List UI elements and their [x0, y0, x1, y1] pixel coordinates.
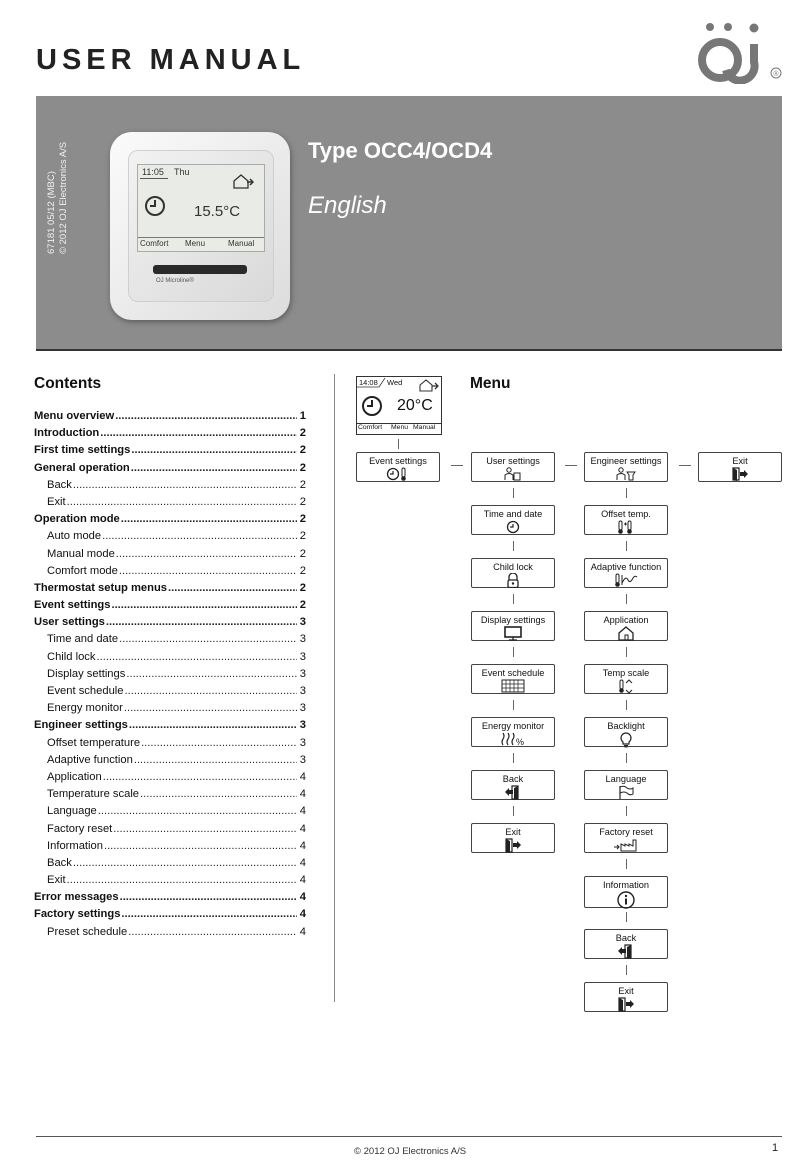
toc-entry: [34, 582, 306, 599]
toc-entry-label: Child lock: [47, 650, 96, 663]
toc-entry-page: 3: [299, 736, 306, 749]
page-title: USER MANUAL: [36, 44, 306, 76]
toc-entry: [34, 685, 306, 702]
toc-entry-page: 3: [299, 650, 306, 663]
connector: [626, 541, 627, 551]
clock-icon: [472, 520, 554, 534]
toc-entry: [34, 737, 306, 754]
toc-entry-page: 4: [299, 908, 306, 921]
toc-entry-label: Factory reset: [47, 822, 113, 835]
menu-box-label: Exit: [732, 456, 748, 466]
toc-entry-label: Preset schedule: [47, 925, 128, 938]
product-language: English: [308, 192, 387, 219]
toc-entry: [34, 719, 306, 736]
toc-entry-page: 2: [299, 564, 306, 577]
toc-entry-label: Error messages: [34, 891, 119, 904]
heat-percent-icon: [472, 732, 554, 746]
adaptive-icon: [585, 573, 667, 588]
toc-entry-label: Comfort mode: [47, 564, 118, 577]
device-softkey-comfort: Comfort: [140, 239, 169, 248]
menu-box-event-settings: [356, 452, 440, 482]
menu-box-label: Engineer settings: [590, 456, 662, 466]
toc-entry-label: Time and date: [47, 633, 119, 646]
menu-box-exit: [698, 452, 782, 482]
menu-box: [584, 823, 668, 853]
toc-entry-page: 1: [299, 410, 306, 422]
toc-entry-page: 4: [299, 788, 306, 801]
connector: [513, 594, 514, 604]
menu-box-label: Offset temp.: [601, 509, 651, 519]
toc-entry-label: Display settings: [47, 667, 126, 680]
temp-scale-icon: [585, 679, 667, 694]
menu-box-label: Information: [603, 880, 649, 890]
toc-entry: [34, 427, 306, 444]
connector: [513, 647, 514, 657]
toc-entry-label: Thermostat setup menus: [34, 581, 168, 594]
lock-icon: [472, 573, 554, 588]
connector: [626, 700, 627, 710]
toc-entry-label: User settings: [34, 616, 105, 629]
toc-entry: [34, 530, 306, 547]
info-icon: [585, 891, 667, 909]
connector: [626, 594, 627, 604]
toc-entry-label: Exit: [47, 874, 66, 887]
toc-entry: [34, 771, 306, 788]
toc-entry-page: 4: [299, 839, 306, 852]
toc-entry: [34, 444, 306, 461]
connector: [626, 488, 627, 498]
page-number: 1: [772, 1142, 779, 1154]
toc-entry: [34, 462, 306, 479]
toc-entry-page: 2: [299, 427, 306, 440]
toc-entry-page: 2: [299, 530, 306, 543]
toc-entry-page: 2: [299, 461, 306, 474]
menu-box-engineer-settings: [584, 452, 668, 482]
menu-box: [584, 929, 668, 959]
footer-copyright: © 2012 OJ Electronics A/S: [354, 1146, 467, 1157]
side-copyright: © 2012 OJ Electronics A/S: [58, 141, 69, 254]
toc-entry-page: 4: [299, 874, 306, 887]
menu-box: [471, 558, 555, 588]
lcd-time: 14:08: [359, 378, 378, 387]
lcd-softkey-comfort: Comfort: [358, 424, 383, 431]
device-time: 11:05: [142, 167, 164, 177]
menu-box-label: Event schedule: [481, 668, 545, 678]
toc-entry-page: 4: [299, 891, 306, 904]
toc-entry-label: Manual mode: [47, 547, 115, 560]
toc-entry-label: Information: [47, 839, 103, 852]
flag-icon: [585, 785, 667, 800]
menu-box: [584, 982, 668, 1012]
menu-box: [584, 876, 668, 908]
toc-entry-label: Language: [47, 805, 97, 818]
lcd-softkey-menu: Menu: [391, 424, 409, 431]
toc-entry-page: 4: [299, 805, 306, 818]
toc-entry-label: Adaptive function: [47, 753, 133, 766]
toc-entry: [34, 788, 306, 805]
toc-entry: [34, 908, 306, 925]
toc-entry-page: 4: [299, 925, 306, 938]
toc-entry: [34, 874, 306, 891]
toc-entry: [34, 479, 306, 496]
toc-entry-label: Event schedule: [47, 685, 124, 697]
toc-entry: [34, 513, 306, 530]
toc-entry-label: Engineer settings: [34, 719, 128, 732]
device-day: Thu: [174, 167, 190, 177]
toc-entry-label: Event settings: [34, 599, 111, 612]
bulb-icon: [585, 732, 667, 748]
footer-rule: [36, 1136, 782, 1137]
toc-entry-label: Operation mode: [34, 513, 120, 526]
toc-entry: [34, 633, 306, 650]
menu-box-label: Temp scale: [602, 668, 650, 678]
toc-entry-label: Energy monitor: [47, 702, 123, 715]
toc-entry-page: 3: [299, 667, 306, 680]
side-print: [46, 134, 76, 254]
toc-entry-label: Offset temperature: [47, 736, 141, 749]
toc-entry: [34, 857, 306, 874]
menu-box-label: Back: [502, 774, 524, 784]
connector: [513, 700, 514, 710]
menu-box-label: Event settings: [369, 456, 427, 466]
menu-box: [584, 611, 668, 641]
lcd-softkey-manual: Manual: [413, 424, 436, 431]
connector: [513, 541, 514, 551]
toc-entry-label: Menu overview: [34, 410, 115, 422]
clock-icon: [144, 195, 166, 217]
engineer-settings-icon: [615, 467, 637, 481]
toc-entry-page: 3: [299, 685, 306, 697]
toc-entry: [34, 702, 306, 719]
toc-entry-page: 2: [299, 495, 306, 508]
toc-entry-page: 3: [299, 633, 306, 646]
lcd-day: Wed: [387, 378, 403, 387]
menu-box: [471, 664, 555, 694]
toc-entry: [34, 805, 306, 822]
toc-entry: [34, 410, 306, 427]
lcd-display: [356, 376, 442, 435]
menu-box-label: Application: [603, 615, 649, 625]
toc-entry: [34, 548, 306, 565]
toc-entry-page: 2: [299, 478, 306, 491]
connector: [513, 488, 514, 498]
menu-box-label: Factory reset: [599, 827, 653, 837]
toc-entry-page: 4: [299, 856, 306, 869]
column-divider: [334, 374, 335, 1002]
display-icon: [472, 626, 554, 641]
menu-box: [584, 505, 668, 535]
menu-box-label: Adaptive function: [590, 562, 662, 572]
product-title: Type OCC4/OCD4: [308, 138, 493, 163]
oj-logo-icon: [696, 22, 786, 84]
menu-box: [471, 770, 555, 800]
connector: [513, 753, 514, 763]
schedule-grid-icon: [472, 679, 554, 693]
device-temperature: 15.5°C: [194, 203, 241, 220]
menu-box-label: Backlight: [607, 721, 645, 731]
house-arrow-icon: [232, 173, 254, 189]
lcd-house-arrow-icon: [419, 379, 439, 392]
device-softkey-menu: Menu: [185, 239, 206, 248]
connector: [626, 647, 627, 657]
toc-entry-label: Exit: [47, 495, 66, 508]
exit-icon: [472, 838, 554, 853]
menu-box: [471, 505, 555, 535]
toc-entry-label: Temperature scale: [47, 788, 140, 801]
menu-heading: Menu: [470, 375, 511, 392]
registered-mark: ®: [773, 71, 779, 78]
connector: [398, 439, 399, 449]
toc-entry-page: 3: [299, 616, 306, 629]
toc-entry-page: 3: [299, 719, 306, 732]
connector: [626, 912, 627, 922]
menu-box-label: Back: [615, 933, 637, 943]
connector: [626, 965, 627, 975]
menu-box: [471, 717, 555, 747]
lcd-clock-icon: [361, 395, 383, 417]
menu-box: [471, 611, 555, 641]
connector: [513, 806, 514, 816]
back-icon: [585, 944, 667, 959]
menu-box-label: Language: [605, 774, 647, 784]
menu-box-label: Child lock: [493, 562, 533, 572]
toc-entry-page: 2: [299, 444, 306, 457]
menu-box-label: Time and date: [483, 509, 543, 519]
menu-box: [471, 823, 555, 853]
thermostat-photo: [110, 132, 290, 320]
menu-box-label: Exit: [618, 986, 634, 996]
exit-icon: [585, 997, 667, 1012]
toc-entry-page: 2: [299, 581, 306, 594]
offset-thermometer-icon: [585, 520, 667, 535]
back-icon: [472, 785, 554, 800]
toc-entry-label: Factory settings: [34, 908, 121, 921]
toc-entry-label: Back: [47, 478, 72, 491]
menu-box-user-settings: [471, 452, 555, 482]
toc-entry: [34, 599, 306, 616]
toc-entry-page: 2: [299, 599, 306, 612]
menu-box-label: Energy monitor: [481, 721, 545, 731]
document-code: 67181 05/12 (MBC): [46, 171, 57, 254]
menu-box-label: Exit: [505, 827, 521, 837]
exit-icon: [730, 467, 750, 481]
toc-entry-page: 2: [299, 513, 306, 526]
toc-entry-page: 3: [299, 702, 306, 715]
clock-thermometer-icon: [385, 467, 411, 481]
toc-entry: [34, 616, 306, 633]
connector: [626, 806, 627, 816]
toc-entry: [34, 668, 306, 685]
toc-entry-label: Introduction: [34, 427, 100, 440]
toc-entry: [34, 823, 306, 840]
toc-entry-label: Back: [47, 856, 72, 869]
menu-box: [584, 770, 668, 800]
user-settings-icon: [503, 467, 523, 481]
menu-box-label: Display settings: [480, 615, 546, 625]
menu-box: [584, 558, 668, 588]
toc-entry: [34, 496, 306, 513]
menu-box: [584, 664, 668, 694]
toc-entry: [34, 926, 306, 943]
toc-entry: [34, 891, 306, 908]
device-brand: OJ Microline®: [156, 278, 194, 284]
toc-entry: [34, 565, 306, 582]
device-softkey-manual: Manual: [228, 239, 255, 248]
toc-entry-page: 4: [299, 770, 306, 783]
menu-box: [584, 717, 668, 747]
toc-entry-page: 2: [299, 547, 306, 560]
connector: [626, 753, 627, 763]
toc-entry: [34, 754, 306, 771]
device-screen: [137, 164, 265, 252]
table-of-contents: [34, 410, 306, 943]
connector: [626, 859, 627, 869]
house-icon: [585, 626, 667, 641]
menu-box-label: User settings: [486, 456, 540, 466]
factory-reset-icon: [585, 838, 667, 853]
contents-heading: Contents: [34, 375, 102, 392]
toc-entry-label: General operation: [34, 461, 130, 474]
toc-entry: [34, 840, 306, 857]
lcd-temperature: 20°C: [397, 397, 433, 414]
toc-entry: [34, 651, 306, 668]
toc-entry-page: 4: [299, 822, 306, 835]
toc-entry-label: Application: [47, 770, 102, 783]
toc-entry-page: 3: [299, 753, 306, 766]
svg-text:%: %: [516, 737, 525, 746]
toc-entry-label: Auto mode: [47, 530, 102, 543]
toc-entry-label: First time settings: [34, 444, 131, 457]
